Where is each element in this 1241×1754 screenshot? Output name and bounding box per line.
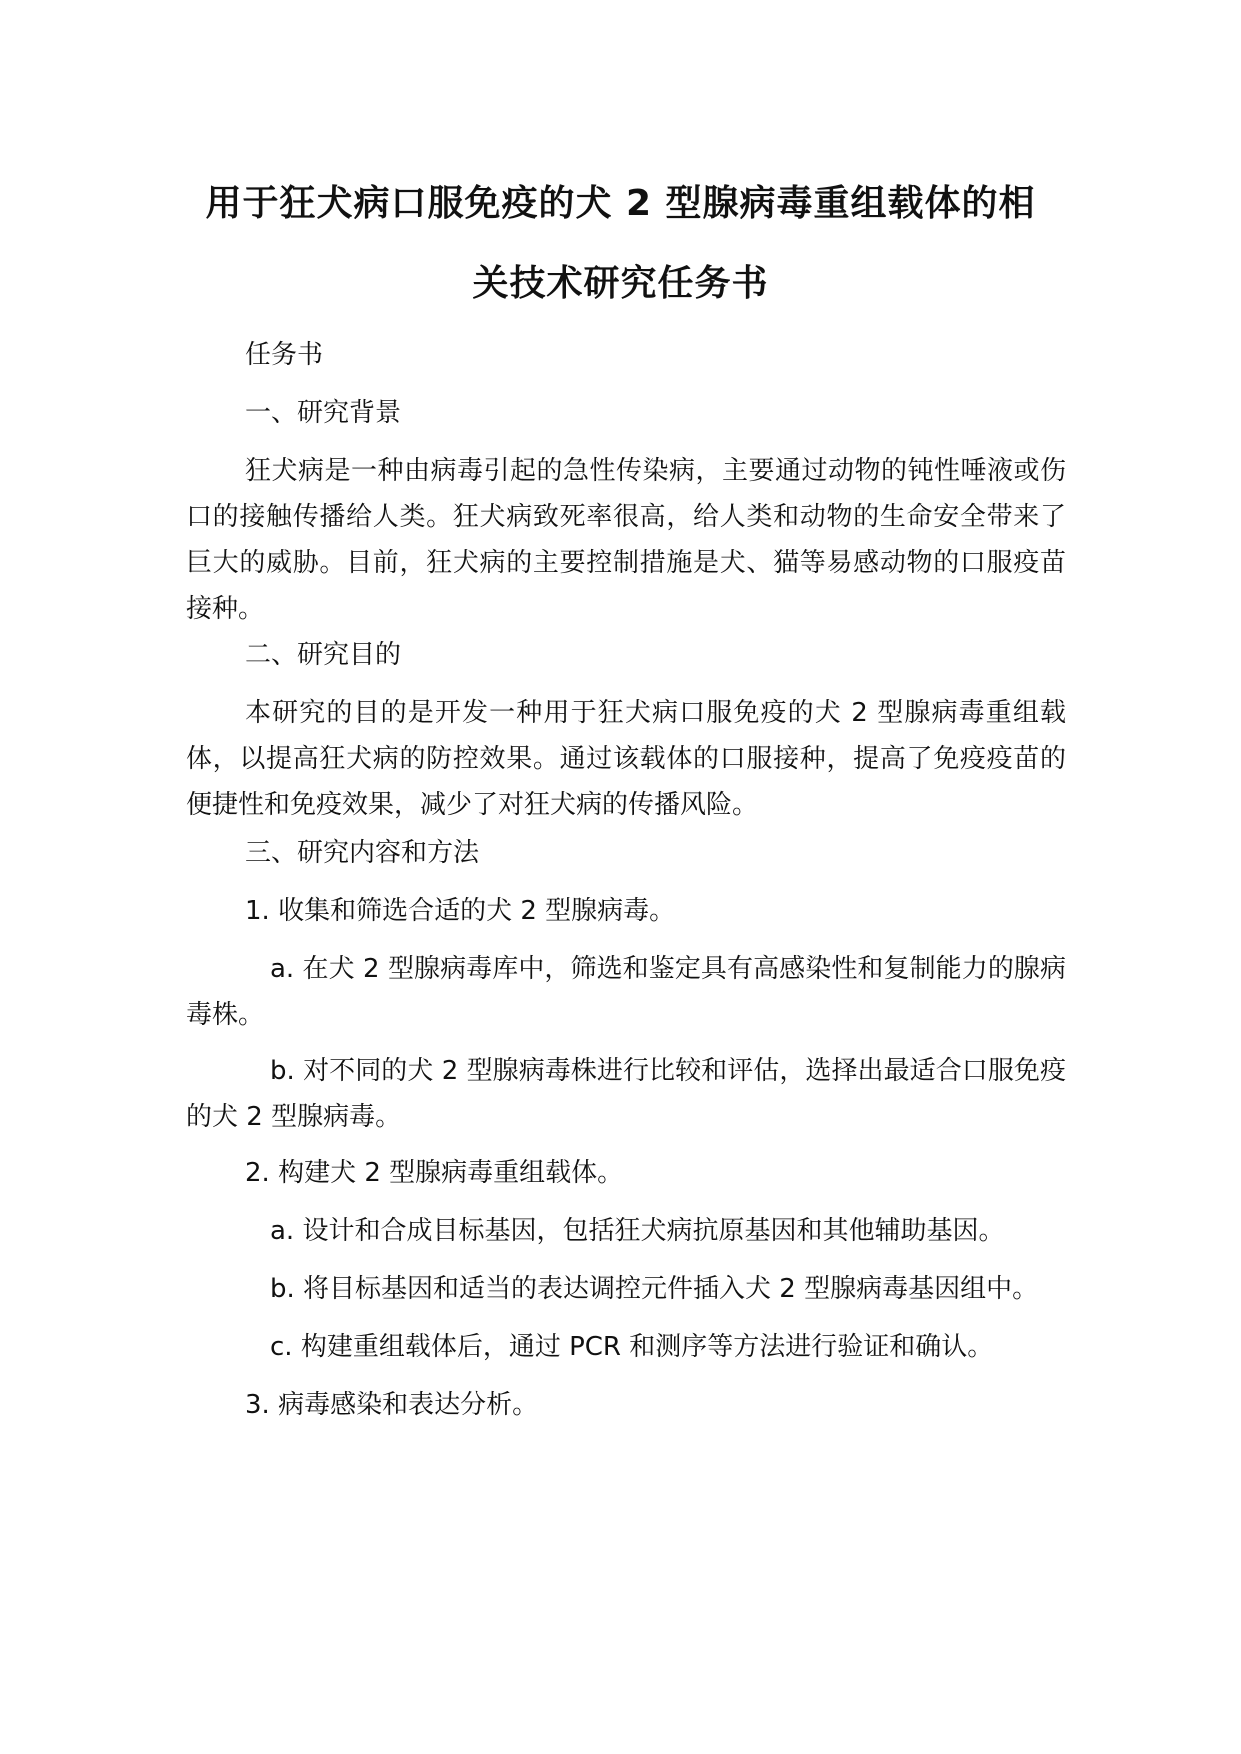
section2-paragraph: 本研究的目的是开发一种用于狂犬病口服免疫的犬 2 型腺病毒重组载体，以提高狂犬病的防控效果。通过该载体的口服接种，提高了免疫疫苗的便捷性和免疫效果，减少了对狂犬病的传播风险。 [186,698,1066,820]
document-title-line2: 关技术研究任务书 [472,263,769,304]
list-item-1: 1. 收集和筛选合适的犬 2 型腺病毒。 [245,896,676,926]
list-item-2: 2. 构建犬 2 型腺病毒重组载体。 [245,1158,624,1188]
list-item-2a: a. 设计和合成目标基因，包括狂犬病抗原基因和其他辅助基因。 [270,1216,1005,1246]
document-title-line1: 用于狂犬病口服免疫的犬 2 型腺病毒重组载体的相 [205,183,1036,224]
section1-heading: 一、研究背景 [245,398,402,428]
list-item-2b: b. 将目标基因和适当的表达调控元件插入犬 2 型腺病毒基因组中。 [270,1274,1039,1304]
section3-heading: 三、研究内容和方法 [245,838,480,868]
section1-paragraph: 狂犬病是一种由病毒引起的急性传染病，主要通过动物的钝性唾液或伤口的接触传播给人类。狂犬病致死率很高，给人类和动物的生命安全带来了巨大的威胁。目前，狂犬病的主要控制措施是犬、猫等易感动物的口服疫苗接种。 [186,456,1066,624]
list-item-1b: b. 对不同的犬 2 型腺病毒株进行比较和评估，选择出最适合口服免疫的犬 2 型腺病毒。 [186,1056,1066,1132]
section2-heading: 二、研究目的 [245,640,402,670]
list-item-2c: c. 构建重组载体后，通过 PCR 和测序等方法进行验证和确认。 [270,1332,994,1362]
list-item-1a: a. 在犬 2 型腺病毒库中，筛选和鉴定具有高感染性和复制能力的腺病毒株。 [186,954,1066,1030]
list-item-3: 3. 病毒感染和表达分析。 [245,1390,539,1420]
task-heading: 任务书 [245,340,324,370]
